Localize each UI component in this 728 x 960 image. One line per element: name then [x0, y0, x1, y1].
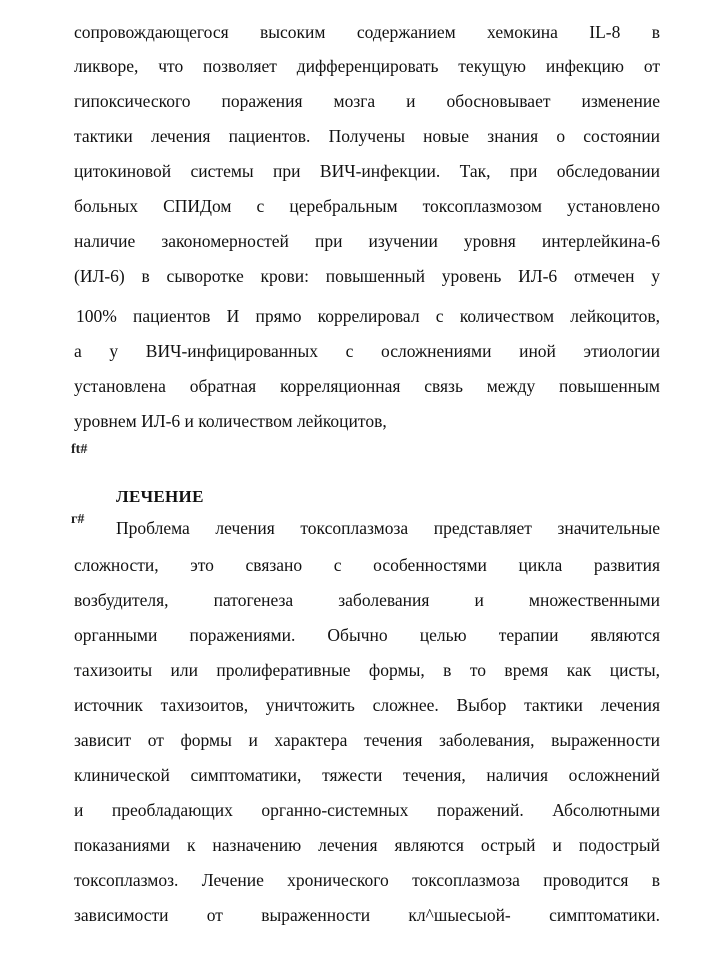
text-line: ликворе, что позволяет дифференцировать текущую инфекцию от [74, 56, 660, 76]
text-line: (ИЛ-6) в сыворотке крови: повышенный уровень ИЛ-6 отмечен у [74, 266, 660, 286]
scan-artifact: ft# [71, 442, 88, 457]
text-line: зависимости от выраженности кл^шыесыой- симптоматики. [74, 905, 660, 925]
scan-artifact: г# [71, 512, 85, 527]
text-line: 100% пациентов И прямо коррелировал с количеством лейкоцитов, [76, 306, 660, 326]
text-line: клинической симптоматики, тяжести течения, наличия осложнений [74, 765, 660, 785]
text-line: цитокиновой системы при ВИЧ-инфекции. Так, при обследовании [74, 161, 660, 181]
text-line: токсоплазмоз. Лечение хронического токсоплазмоза проводится в [74, 870, 660, 890]
text-line: показаниями к назначению лечения являются острый и подострый [74, 835, 660, 855]
text-line: сопровождающегося высоким содержанием хемокина IL-8 в [74, 22, 660, 42]
text-line: а у ВИЧ-инфицированных с осложнениями иной этиологии [74, 341, 660, 361]
text-line: установлена обратная корреляционная связь между повышенным [74, 376, 660, 396]
text-line: источник тахизоитов, уничтожить сложнее. Выбор тактики лечения [74, 695, 660, 715]
text-line: наличие закономерностей при изучении уровня интерлейкина-6 [74, 231, 660, 251]
text-line: больных СПИДом с церебральным токсоплазмозом установлено [74, 196, 660, 216]
text-line: зависит от формы и характера течения заболевания, выраженности [74, 730, 660, 750]
text-line: органными поражениями. Обычно целью терапии являются [74, 625, 660, 645]
text-line: возбудителя, патогенеза заболевания и множественными [74, 590, 660, 610]
text-line: тахизоиты или пролиферативные формы, в то время как цисты, [74, 660, 660, 680]
text-line: сложности, это связано с особенностями цикла развития [74, 555, 660, 575]
text-line: тактики лечения пациентов. Получены новые знания о состоянии [74, 126, 660, 146]
text-line: и преобладающих органно-системных поражений. Абсолютными [74, 800, 660, 820]
text-line: Проблема лечения токсоплазмоза представляет значительные [116, 518, 660, 538]
text-line: гипоксического поражения мозга и обосновывает изменение [74, 91, 660, 111]
section-heading: ЛЕЧЕНИЕ [116, 487, 204, 506]
text-line: уровнем ИЛ-6 и количеством лейкоцитов, [74, 411, 387, 431]
